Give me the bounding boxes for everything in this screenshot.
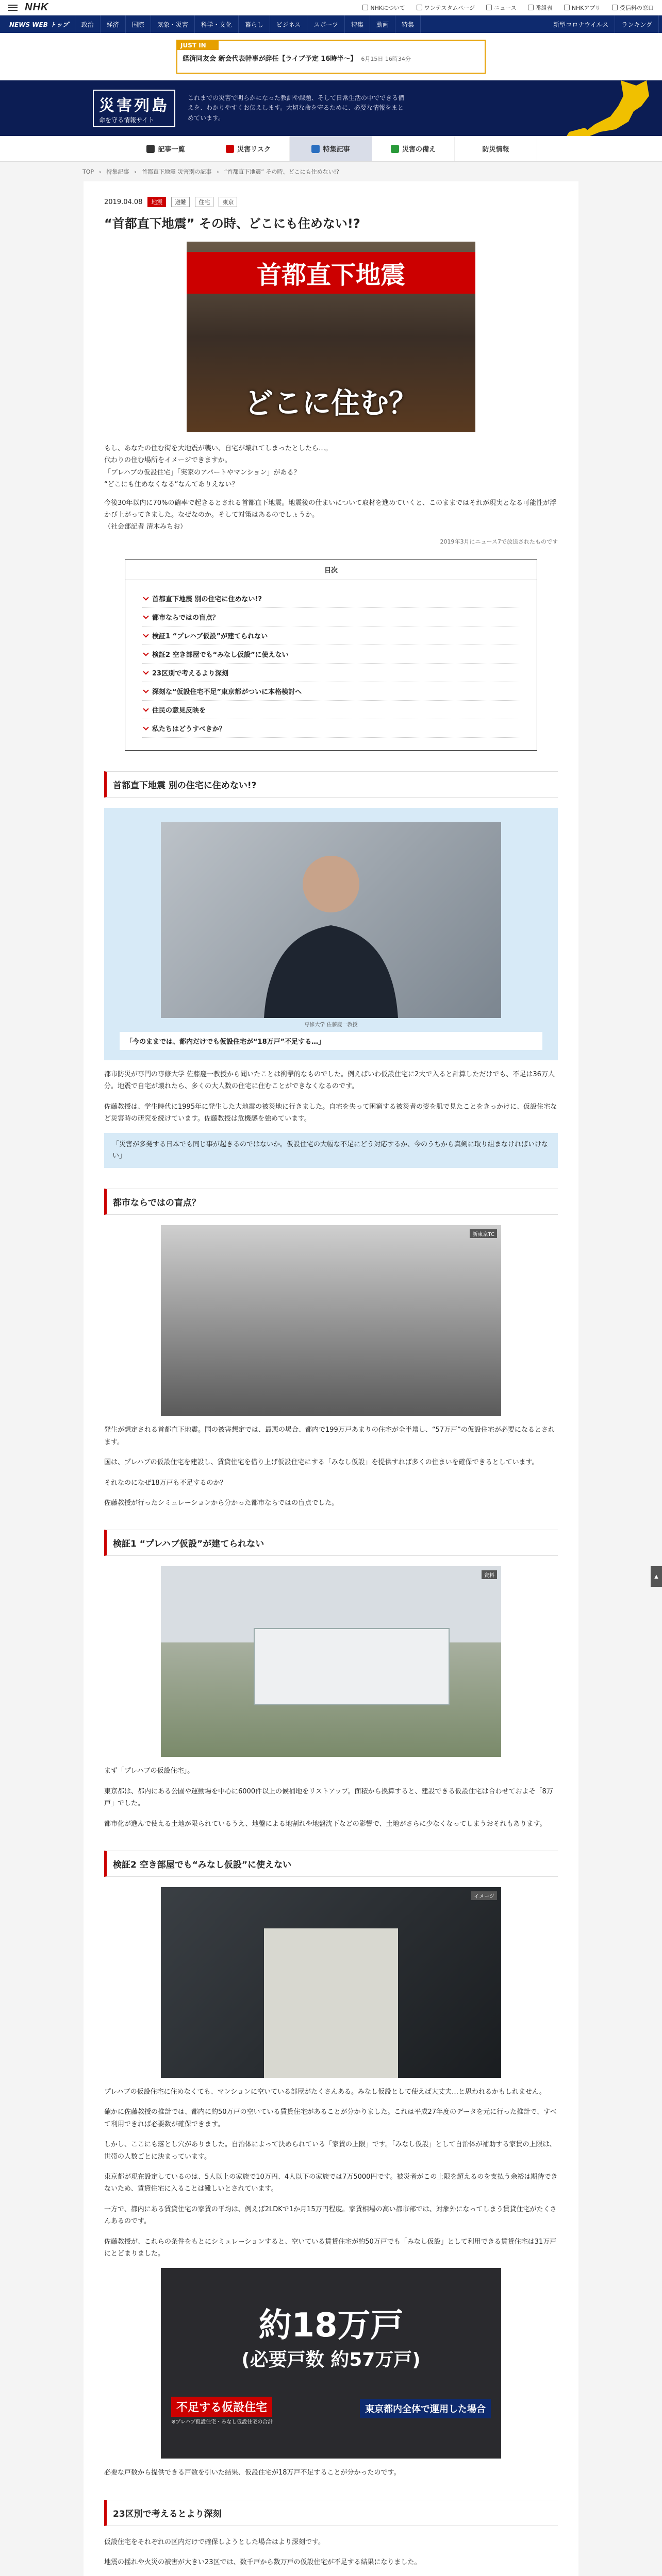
prefab-building xyxy=(254,1628,450,1705)
nav-item[interactable]: 動画 xyxy=(370,15,395,33)
infographic xyxy=(161,2268,501,2459)
nav-item[interactable]: 政治 xyxy=(75,15,101,33)
toc-item[interactable]: 深刻な“仮設住宅不足”東京都がついに本格検討へ xyxy=(142,682,520,701)
link-icon xyxy=(362,5,368,10)
photo-credit: 資料 xyxy=(482,1570,497,1579)
nav-item[interactable]: 国際 xyxy=(126,15,151,33)
infographic-label: 不足する仮設住宅 xyxy=(171,2397,272,2417)
paragraph: 仮設住宅をそれぞれの区内だけで確保しようとした場合はより深刻です。 xyxy=(104,2538,325,2546)
main-nav xyxy=(0,15,662,33)
paragraph: 発生が想定される首都直下地震。国の被害想定では、最悪の場合、都内で199万戸あまりの住宅が全半壊し、“57万戸”の仮設住宅が必要になるとされます。 xyxy=(104,1426,555,1446)
interview-photo xyxy=(161,822,501,1018)
link-icon xyxy=(612,5,618,10)
lead-line: “どこにも住めなくなる”なんてありえない？ xyxy=(104,481,239,489)
article-title: “首都直下地震” その時、どこにも住めない!? xyxy=(104,216,360,231)
breadcrumb-item[interactable]: TOP xyxy=(82,168,94,175)
tab-label: 記事一覧 xyxy=(158,146,185,154)
paragraph: 佐藤教授が行ったシミュレーションから分かった都市ならではの盲点でした。 xyxy=(104,1499,339,1507)
nav-item[interactable]: 経済 xyxy=(101,15,126,33)
toc-item[interactable]: 首都直下地震 別の住宅に住めない!? xyxy=(142,589,520,608)
paragraph: 東京都が現在設定しているのは、5人以上の家族で10万円、4人以下の家族では7万5000円です。被災者がこの上限を超えるのを支払う余裕は期待できないため、賃貸住宅に入ることは難しいとされています。 xyxy=(104,2173,558,2193)
toc-item[interactable]: 23区別で考えるより深刻 xyxy=(142,664,520,682)
hero-image-subtitle: どこに住む？ xyxy=(244,387,418,420)
lead-text xyxy=(104,443,558,533)
quote: 「今のままでは、都内だけでも仮設住宅が“18万戸”不足する…」 xyxy=(120,1032,542,1050)
warning-icon xyxy=(226,145,234,153)
paragraph: 確かに佐藤教授の推計では、都内に約50万戸の空いている賃貸住宅があることが分かりました。これは平成27年度のデータを元に行った推計で、すべて利用できれば必要数が確保できます。 xyxy=(104,2108,557,2128)
lead-line: （社会部記者 清木みちお） xyxy=(104,523,187,531)
infographic-scope: 東京都内全体で運用した場合 xyxy=(360,2399,491,2418)
nav-item[interactable]: 暮らし xyxy=(239,15,270,33)
tag[interactable]: 避難 xyxy=(171,197,190,207)
lead-line: 今後30年以内に70%の確率で起きるとされる首都直下地震。地震後の仕まいについて取材を進めていくと、このままではそれが現実となる可能性が浮かび上がってきました。なぜなのか。そして対策はあるのでしょうか。 xyxy=(104,499,557,519)
toc-heading: 目次 xyxy=(125,560,537,580)
hero-banner xyxy=(0,80,662,136)
nhk-logo[interactable]: NHK xyxy=(25,2,49,13)
top-link[interactable]: NHKについて xyxy=(362,4,405,12)
article-date: 2019.04.08 xyxy=(104,198,143,206)
menu-icon[interactable] xyxy=(8,5,18,11)
paragraph: 地震の揺れや火災の被害が大きい23区では、数千戸から数万戸の仮設住宅が不足する結果になりました。 xyxy=(104,2558,421,2567)
kitchen-area xyxy=(264,1928,398,2078)
lead-line: もし、あなたの住む街を大地震が襲い、自宅が壊れてしまったとしたら…。 xyxy=(104,445,333,452)
lead-line: 代わりの住む場所をイメージできますか。 xyxy=(104,456,231,465)
top-link[interactable]: ニュース xyxy=(486,4,516,12)
photo-caption: 専修大学 佐藤慶一教授 xyxy=(304,1022,358,1028)
top-link[interactable]: 番組表 xyxy=(528,4,553,12)
toc-item[interactable]: 検証1 “プレハブ仮設”が建てられない xyxy=(142,626,520,645)
tab-label: 災害の備え xyxy=(402,146,436,154)
photo-credit: イメージ xyxy=(471,1891,497,1900)
top-bar xyxy=(0,0,662,15)
section-heading: 検証2 空き部屋でも“みなし仮設”に使えない xyxy=(104,1851,558,1877)
tab-label: 災害リスク xyxy=(237,146,271,154)
alert-bar xyxy=(0,33,662,80)
breadcrumb-item: “首都直下地震” その時、どこにも住めない!? xyxy=(224,168,339,175)
infographic-big: 約18万戸 xyxy=(258,2307,404,2345)
top-link[interactable]: 受信料の窓口 xyxy=(612,4,654,12)
toc-item[interactable]: 検証2 空き部屋でも“みなし仮設”に使えない xyxy=(142,645,520,664)
paragraph: まず「プレハブの仮設住宅」。 xyxy=(104,1767,194,1775)
article xyxy=(84,181,578,2576)
nav-item[interactable]: 科学・文化 xyxy=(195,15,239,33)
breadcrumb-item[interactable]: 首都直下地震 災害別の記事 xyxy=(141,168,212,175)
tab-prepare[interactable] xyxy=(372,136,455,161)
tab-info[interactable] xyxy=(455,136,537,161)
paragraph: 佐藤教授が、これらの条件をもとにシミュレーションすると、空いている賃貸住宅が約50万戸でも「みなし仮設」として利用できる賃貸住宅は31万戸にとどまりました。 xyxy=(104,2238,557,2258)
paragraph: 国は、プレハブの仮設住宅を建設し、賃貸住宅を借り上げ仮設住宅にする「みなし仮設」を提供すれば多くの住まいを確保できるとしています。 xyxy=(104,1459,539,1467)
section-heading: 首都直下地震 別の住宅に住めない!? xyxy=(104,771,558,798)
paragraph: プレハブの仮設住宅に住めなくても、マンションに空いている部屋がたくさんある。みなし仮設として使えば大丈夫…と思われるかもしれません。 xyxy=(104,2088,546,2096)
just-in-time: 6月15日 16時34分 xyxy=(361,56,411,62)
nav-item-top[interactable]: NEWS WEB トップ xyxy=(3,15,75,33)
quote-note: 「災害が多発する日本でも同じ事が起きるのではないか。仮設住宅の大幅な不足にどう対応するか、今のうちから真剣に取り組まなければいけない」 xyxy=(104,1133,558,1168)
link-icon xyxy=(417,5,422,10)
prefab-photo xyxy=(161,1566,501,1757)
chevron-right-icon: › xyxy=(134,168,137,175)
tab-label: 特集記事 xyxy=(323,146,350,154)
section-heading: 23区別で考えるとより深刻 xyxy=(104,2500,558,2526)
paragraph: しかし、ここにも落とし穴がありました。自治体によって決められている「家賃の上限」です。「みなし仮設」として自治体が補助する家賃の上限は、世帯の人数ごとに決まっています。 xyxy=(104,2141,556,2161)
chevron-right-icon: › xyxy=(99,168,102,175)
just-in-box[interactable] xyxy=(176,40,486,74)
toc-item[interactable]: 住民の意見反映を xyxy=(142,701,520,719)
list-icon xyxy=(146,145,155,153)
section-heading: 検証1 “プレハブ仮設”が建てられない xyxy=(104,1530,558,1556)
toc-item[interactable]: 私たちはどうすべきか？ xyxy=(142,719,520,738)
just-in-label: JUST IN xyxy=(177,41,219,50)
apartment-photo xyxy=(161,1887,501,2078)
person-icon xyxy=(161,822,501,1018)
paragraph: 東京都は、都内にある公園や運動場を中心に6000件以上の候補地をリストアップ。面積から換算すると、建設できる仮設住宅は合わせておよそ「8万戸」でした。 xyxy=(104,1787,553,1808)
link-icon xyxy=(564,5,570,10)
paragraph: 都市化が進んで使える土地が限られているうえ、地盤による地割れや地盤沈下などの影響で、土地がさらに少なくなってしまうおそれもあります。 xyxy=(104,1820,547,1828)
hero-image xyxy=(187,242,475,432)
tab-articles[interactable] xyxy=(125,136,207,161)
photo-credit: 新東京TC xyxy=(470,1229,497,1238)
link-icon xyxy=(528,5,534,10)
japan-map-icon xyxy=(518,80,652,136)
hero-description: これまでの災害で明らかになった教訓や課題、そして日常生活の中でできる備えを、わかりやすくお伝えします。大切な命を守るために、必要な情報をまとめています。 xyxy=(188,94,405,122)
tab-risk[interactable] xyxy=(207,136,290,161)
site-title[interactable] xyxy=(93,90,175,127)
infographic-sub: (必要戸数 約57万戸) xyxy=(241,2349,421,2371)
infographic-note: ※プレハブ仮設住宅・みなし仮設住宅の合計 xyxy=(171,2419,273,2426)
just-in-text[interactable]: 経済同友会 新会代表幹事が辞任【ライブ予定 16時半〜】 xyxy=(183,55,357,63)
site-title-text: 災害列島 xyxy=(99,96,169,115)
breadcrumb-item[interactable]: 特集記事 xyxy=(106,168,129,175)
paragraph: 佐藤教授は、学生時代に1995年に発生した大地震の被災地に行きました。自宅を失って困窮する被災者の姿を肌で見たことをきっかけに、仮設住宅など災害時の研究を続けています。佐藤教授は危機感を強めています。 xyxy=(104,1103,557,1123)
shield-icon xyxy=(391,145,399,153)
paragraph: 一方で、都内にある賃貸住宅の家賃の平均は、例えば2LDKで1か月15万円程度。家賃相場の高い都市部では、対象外になってしまう賃貸住宅がたくさんあるのです。 xyxy=(104,2205,557,2226)
tag[interactable]: 東京 xyxy=(219,197,237,207)
nav-item[interactable]: 気象・災害 xyxy=(151,15,195,33)
nav-item[interactable]: 特集 xyxy=(345,15,370,33)
breadcrumb xyxy=(0,162,662,181)
article-meta xyxy=(104,197,558,207)
nav-item[interactable]: ビジネス xyxy=(270,15,308,33)
table-of-contents xyxy=(125,559,537,751)
link-icon xyxy=(486,5,492,10)
toc-item[interactable]: 都市ならではの盲点？ xyxy=(142,608,520,626)
nav-item[interactable]: 特集 xyxy=(395,15,421,33)
site-subtitle: 命を守る情報サイト xyxy=(99,116,155,124)
top-link[interactable]: NHKアプリ xyxy=(564,4,601,12)
section-tabs xyxy=(0,136,662,162)
tab-features[interactable] xyxy=(290,136,372,161)
paragraph: それなのになぜ18万戸も不足するのか？ xyxy=(104,1479,227,1487)
interview-box xyxy=(104,808,558,1060)
disaster-photo xyxy=(161,1225,501,1416)
paragraph: 都市防災が専門の専修大学 佐藤慶一教授から聞いたことは衝撃的なものでした。例えばいわ仮設住宅に2大で入ると計算しただけでも、不足は36万人分。地震で自宅が壊れたら、多くの大人数の住宅に住むことができなくなるのです。 xyxy=(104,1070,555,1091)
tag[interactable]: 住宅 xyxy=(195,197,213,207)
chevron-right-icon: › xyxy=(217,168,219,175)
top-links xyxy=(362,4,654,12)
nav-item-covid[interactable]: 新型コロナウイルス xyxy=(547,15,615,33)
scroll-top-button[interactable]: ▲ xyxy=(651,1566,662,1587)
broadcast-note: 2019年3月にニュース7で放送されたものです xyxy=(440,538,558,545)
nav-item-ranking[interactable]: ランキング xyxy=(615,15,659,33)
lead-line: 「プレハブの仮設住宅」「実家のアパートやマンション」がある？ xyxy=(104,468,301,477)
top-link[interactable]: ワンテスタムページ xyxy=(417,4,475,12)
section-heading: 都市ならではの盲点？ xyxy=(104,1189,558,1215)
paragraph: 必要な戸数から提供できる戸数を引いた結果、仮設住宅が18万戸不足することが分かったのです。 xyxy=(104,2469,401,2477)
tag[interactable]: 地震 xyxy=(147,197,166,207)
hero-image-title: 首都直下地震 xyxy=(187,252,475,294)
tab-label: 防災情報 xyxy=(482,146,509,154)
pencil-icon xyxy=(311,145,320,153)
nav-item[interactable]: スポーツ xyxy=(307,15,345,33)
